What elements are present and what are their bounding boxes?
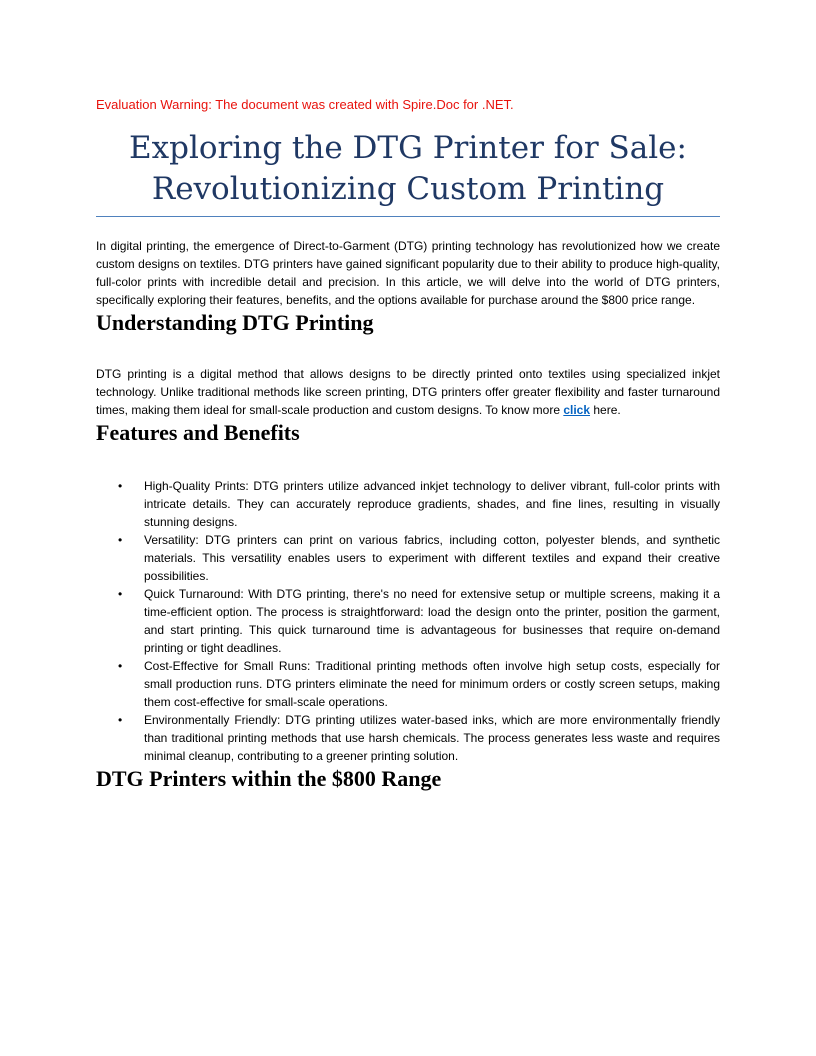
heading-features: Features and Benefits <box>96 420 300 445</box>
understanding-text-end: here. <box>590 403 621 417</box>
understanding-text: DTG printing is a digital method that allows designs to be directly printed onto textiles using specialized inkjet technology. Unlike traditional methods like screen printing, DTG printers offer greater flexibility and faster turnaround times, making them ideal for small-scale production and custom designs. To know more <box>96 367 720 417</box>
list-item-text: Environmentally Friendly: DTG printing utilizes water-based inks, which are more environmentally friendly than traditional printing methods that use harsh chemicals. The process generates less waste and requires minimal cleanup, contributing to a greener printing solution. <box>144 713 720 763</box>
list-item <box>96 711 720 765</box>
list-item <box>96 585 720 657</box>
title-divider <box>96 216 720 217</box>
bullet-icon: • <box>118 533 123 547</box>
list-item <box>96 531 720 585</box>
title-line-2: Revolutionizing Custom Printing <box>151 171 665 207</box>
document-title <box>96 128 720 210</box>
understanding-paragraph <box>96 365 720 419</box>
evaluation-warning: Evaluation Warning: The document was created with Spire.Doc for .NET. <box>96 97 514 112</box>
heading-price-range: DTG Printers within the $800 Range <box>96 766 442 791</box>
title-line-1: Exploring the DTG Printer for Sale: <box>129 130 687 166</box>
intro-paragraph: In digital printing, the emergence of Direct-to-Garment (DTG) printing technology has revolutionized how we create custom designs on textiles. DTG printers have gained significant popularity due to their ability to produce high-quality, full-color prints with incredible detail and precision. In this article, we will delve into the world of DTG printers, specifically exploring their features, benefits, and the options available for purchase around the $800 price range. <box>96 239 720 307</box>
heading-understanding: Understanding DTG Printing <box>96 310 374 335</box>
list-item <box>96 477 720 531</box>
bullet-icon: • <box>118 659 123 673</box>
list-item-text: High-Quality Prints: DTG printers utilize advanced inkjet technology to deliver vibrant, full-color prints with intricate details. They can accurately reproduce gradients, shades, and fine lines, resulting in visually stunning designs. <box>144 479 720 529</box>
bullet-icon: • <box>118 587 123 601</box>
document-page <box>96 96 720 793</box>
list-item-text: Quick Turnaround: With DTG printing, there's no need for extensive setup or multiple screens, making it a time-efficient option. The process is straightforward: load the design onto the printer, position the garment, and start printing. This quick turnaround time is advantageous for businesses that require on-demand printing or tight deadlines. <box>144 587 720 655</box>
bullet-icon: • <box>118 713 123 727</box>
list-item-text: Versatility: DTG printers can print on various fabrics, including cotton, polyester blends, and synthetic materials. This versatility enables users to experiment with different textiles and expand their creative possibilities. <box>144 533 720 583</box>
bullet-icon: • <box>118 479 123 493</box>
click-link[interactable]: click <box>563 403 591 417</box>
list-item <box>96 657 720 711</box>
features-list <box>96 477 720 765</box>
list-item-text: Cost-Effective for Small Runs: Traditional printing methods often involve high setup costs, especially for small production runs. DTG printers eliminate the need for minimum orders or costly screen setups, making them cost-effective for small-scale operations. <box>144 659 720 709</box>
